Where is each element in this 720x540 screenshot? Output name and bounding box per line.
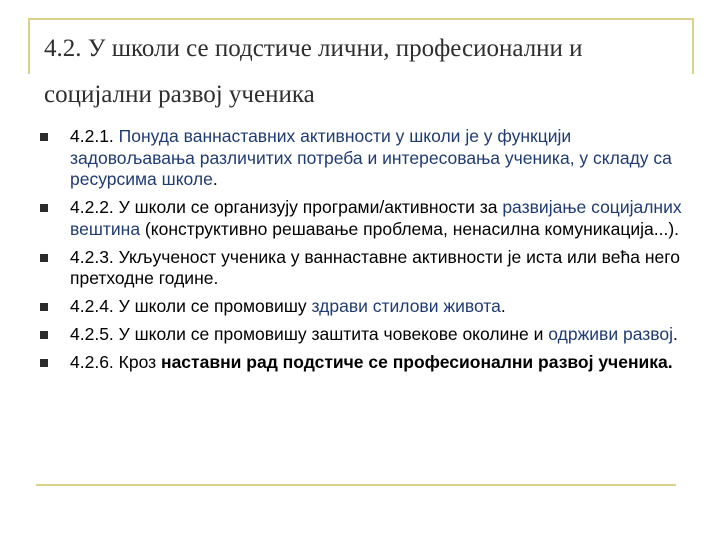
item-text-normal: . [212, 169, 218, 189]
item-text-normal: 4.2.2. У школи се организују програми/активности за [70, 197, 503, 217]
list-item [40, 352, 700, 374]
frame-right-rule [692, 18, 694, 74]
item-text-normal: 4.2.3. Укљученост ученика у ваннаставне активности је иста или већа него претходне године. [70, 246, 680, 288]
item-text-normal: . [673, 324, 678, 344]
list-item [40, 324, 700, 346]
frame-left-rule [28, 18, 30, 74]
item-text-normal: 4.2.5. У школи се промовишу заштита човекове околине и [70, 324, 549, 344]
slide-title: 4.2. У школи се подстиче лични, професионални и социјални развој ученика [44, 35, 583, 108]
item-text-highlight: здрави стилови живота [311, 296, 501, 316]
item-text-bold: наставни рад подстиче се професионални развој ученика. [161, 352, 673, 372]
list-item [40, 247, 700, 290]
item-text-normal: 4.2.4. У школи се промовишу [70, 296, 312, 316]
list-item [40, 296, 700, 318]
item-text-highlight: одрживи развој [548, 324, 674, 344]
square-bullet-icon [40, 133, 48, 141]
square-bullet-icon [40, 204, 48, 212]
item-text-normal: (конструктивно решавање проблема, ненасилна комуникација...). [140, 218, 680, 239]
frame-top-rule [28, 18, 694, 20]
list-item [40, 197, 700, 240]
square-bullet-icon [40, 331, 48, 339]
criteria-list [40, 126, 700, 380]
frame-bottom-rule [36, 484, 676, 486]
item-text-highlight: развијање социјалних вештина [70, 197, 682, 239]
item-text-highlight: Понуда ваннаставних активности у школи је у функцији задовољавања различитих потреба и интересовања ученика, у складу са ресурсима школе [70, 126, 672, 189]
square-bullet-icon [40, 254, 48, 262]
square-bullet-icon [40, 359, 48, 367]
square-bullet-icon [40, 303, 48, 311]
list-item [40, 126, 700, 191]
item-text-normal: . [500, 296, 506, 316]
item-text-normal: 4.2.6. Кроз [70, 352, 161, 372]
item-text-normal: 4.2.1. [70, 126, 119, 146]
